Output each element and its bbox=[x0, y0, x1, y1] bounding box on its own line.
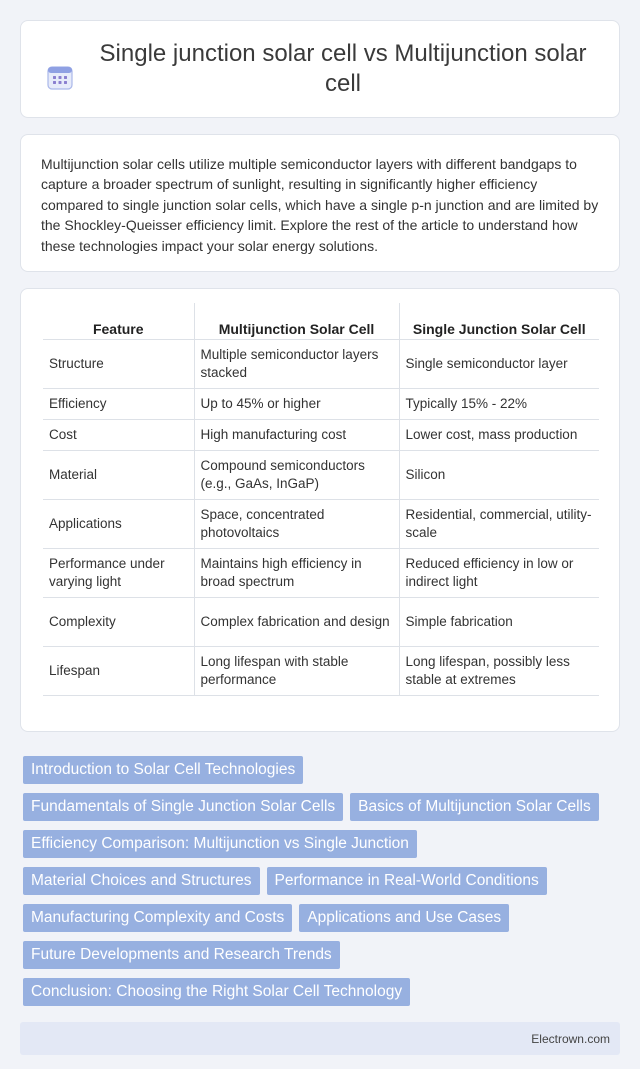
topic-link[interactable]: Fundamentals of Single Junction Solar Cells bbox=[23, 793, 343, 821]
table-row bbox=[43, 339, 599, 388]
table-row bbox=[43, 419, 599, 450]
table-cell: Structure bbox=[43, 339, 194, 388]
table-cell: Multiple semiconductor layers stacked bbox=[194, 339, 399, 388]
table-cell: Compound semiconductors (e.g., GaAs, InGaP) bbox=[194, 450, 399, 499]
table-cell: Applications bbox=[43, 499, 194, 548]
topic-link[interactable]: Material Choices and Structures bbox=[23, 867, 260, 895]
table-row bbox=[43, 499, 599, 548]
header-single-junction: Single Junction Solar Cell bbox=[399, 303, 599, 339]
table-cell: Up to 45% or higher bbox=[194, 388, 399, 419]
table-cell: Cost bbox=[43, 419, 194, 450]
topic-link[interactable]: Basics of Multijunction Solar Cells bbox=[350, 793, 599, 821]
topic-link[interactable]: Applications and Use Cases bbox=[299, 904, 509, 932]
table-cell: Long lifespan with stable performance bbox=[194, 646, 399, 695]
table-cell: Lifespan bbox=[43, 646, 194, 695]
topic-link[interactable]: Conclusion: Choosing the Right Solar Cell Technology bbox=[23, 978, 410, 1006]
table-cell: Reduced efficiency in low or indirect light bbox=[399, 548, 599, 597]
header-multijunction: Multijunction Solar Cell bbox=[194, 303, 399, 339]
table-row bbox=[43, 388, 599, 419]
topic-link[interactable]: Introduction to Solar Cell Technologies bbox=[23, 756, 303, 784]
topic-link[interactable]: Performance in Real-World Conditions bbox=[267, 867, 547, 895]
footer-source[interactable]: Electrown.com bbox=[531, 1031, 610, 1046]
table-row bbox=[43, 450, 599, 499]
table-cell: Complex fabrication and design bbox=[194, 597, 399, 646]
footer bbox=[20, 1022, 620, 1055]
table-row bbox=[43, 597, 599, 646]
table-cell: Lower cost, mass production bbox=[399, 419, 599, 450]
header-feature: Feature bbox=[43, 303, 194, 339]
topic-link[interactable]: Future Developments and Research Trends bbox=[23, 941, 340, 969]
comparison-table bbox=[43, 303, 599, 696]
table-cell: Efficiency bbox=[43, 388, 194, 419]
table-cell: Residential, commercial, utility-scale bbox=[399, 499, 599, 548]
table-cell: Space, concentrated photovoltaics bbox=[194, 499, 399, 548]
topic-link[interactable]: Efficiency Comparison: Multijunction vs Single Junction bbox=[23, 830, 417, 858]
page-title: Single junction solar cell vs Multijunction solar cell bbox=[99, 40, 587, 97]
table-cell: Performance under varying light bbox=[43, 548, 194, 597]
table-cell: Complexity bbox=[43, 597, 194, 646]
table-row bbox=[43, 548, 599, 597]
intro-paragraph: Multijunction solar cells utilize multiple semiconductor layers with different bandgaps to capture a broader spectrum of sunlight, resulting in significantly higher efficiency compared to single junction solar cells, which have a single p-n junction and are limited by the Shockley-Queisser efficiency limit. Explore the rest of the article to understand how these technologies impact your solar energy solutions. bbox=[41, 156, 599, 254]
topic-link[interactable]: Manufacturing Complexity and Costs bbox=[23, 904, 292, 932]
title-card bbox=[20, 20, 620, 118]
comparison-table-card bbox=[20, 288, 620, 732]
table-cell: Material bbox=[43, 450, 194, 499]
table-cell: Silicon bbox=[399, 450, 599, 499]
table-cell: Single semiconductor layer bbox=[399, 339, 599, 388]
table-row bbox=[43, 646, 599, 695]
table-cell: High manufacturing cost bbox=[194, 419, 399, 450]
topic-tags bbox=[23, 756, 620, 1006]
table-cell: Long lifespan, possibly less stable at extremes bbox=[399, 646, 599, 695]
table-header-row bbox=[43, 303, 599, 339]
calendar-grid-icon bbox=[47, 65, 73, 91]
intro-card bbox=[20, 134, 620, 272]
table-cell: Maintains high efficiency in broad spectrum bbox=[194, 548, 399, 597]
title-wrap bbox=[47, 39, 593, 99]
table-cell: Typically 15% - 22% bbox=[399, 388, 599, 419]
table-cell: Simple fabrication bbox=[399, 597, 599, 646]
